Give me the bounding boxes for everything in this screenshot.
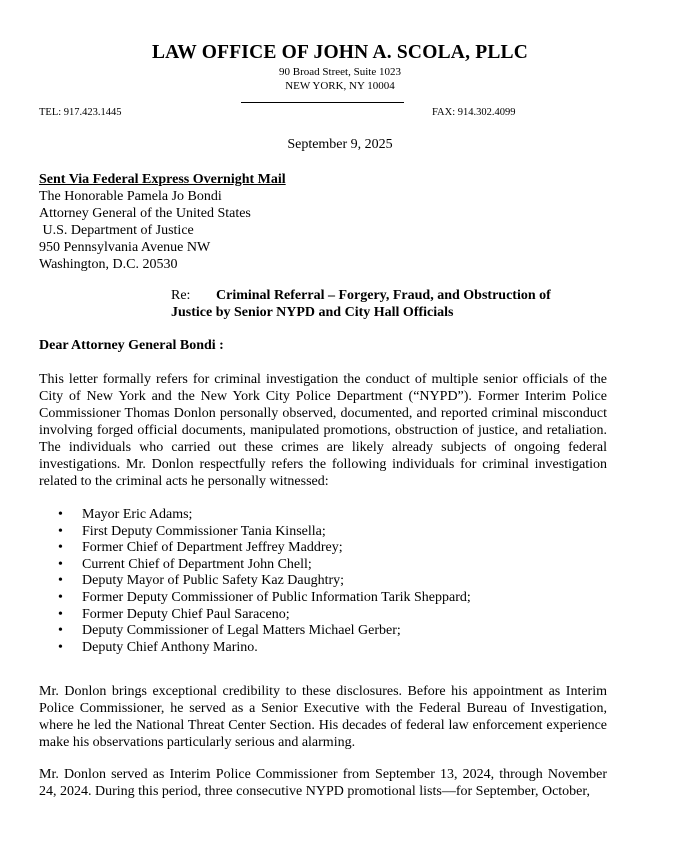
bullet: • — [58, 639, 63, 655]
salutation: Dear Attorney General Bondi : — [39, 338, 224, 353]
letter-date: September 9, 2025 — [287, 137, 393, 152]
fax-number: FAX: 914.302.4099 — [432, 107, 516, 118]
recipient-title: Attorney General of the United States — [39, 206, 251, 221]
recipient-block — [39, 171, 286, 273]
referred-individuals-list — [58, 507, 471, 656]
list-item: • Deputy Chief Anthony Marino. — [58, 639, 258, 655]
list-item: • First Deputy Commissioner Tania Kinsella; — [58, 523, 326, 539]
letterhead-divider — [241, 102, 404, 103]
list-item: • Former Deputy Chief Paul Saraceno; — [58, 606, 290, 622]
bullet: • — [58, 573, 63, 589]
bullet: • — [58, 507, 63, 522]
subject-line-2: Justice by Senior NYPD and City Hall Officials — [171, 305, 454, 320]
bullet: • — [58, 623, 63, 639]
firm-name: LAW OFFICE OF JOHN A. SCOLA, PLLC — [151, 42, 529, 63]
list-item: • Deputy Mayor of Public Safety Kaz Daughtry; — [58, 573, 345, 589]
recipient-city: Washington, D.C. 20530 — [39, 257, 178, 272]
list-item: • Deputy Commissioner of Legal Matters Michael Gerber; — [58, 623, 401, 639]
bullet: • — [58, 606, 63, 622]
bullet: • — [58, 523, 63, 539]
subject-line-1: Criminal Referral – Forgery, Fraud, and Obstruction of — [216, 288, 551, 303]
bullet: • — [58, 540, 63, 556]
list-item: • Former Chief of Department Jeffrey Maddrey; — [58, 540, 343, 556]
list-item: • Current Chief of Department John Chell; — [58, 556, 312, 572]
paragraph-tenure: Mr. Donlon served as Interim Police Commissioner from September 13, 2024, through November 24, 2024. During this period, three consecutive NYPD promotional lists—for September, October, — [39, 767, 607, 799]
paragraph-credibility: Mr. Donlon brings exceptional credibility to these disclosures. Before his appointment as Interim Police Commissioner, he served as a Senior Executive with the Federal Bureau of Investigation, where he led the National Threat Center Section. His decades of federal law enforcement experience make his observations particularly serious and alarming. — [39, 684, 607, 750]
recipient-department: U.S. Department of Justice — [39, 223, 194, 238]
delivery-method: Sent Via Federal Express Overnight Mail — [39, 172, 286, 187]
bullet: • — [58, 556, 63, 572]
list-item: • Mayor Eric Adams; — [58, 507, 193, 522]
telephone-number: TEL: 917.423.1445 — [39, 107, 122, 118]
address-line-1: 90 Broad Street, Suite 1023 — [279, 66, 401, 78]
recipient-name: The Honorable Pamela Jo Bondi — [39, 189, 222, 204]
list-item: • Former Deputy Commissioner of Public Information Tarik Sheppard; — [58, 589, 471, 605]
re-label: Re: — [171, 288, 191, 303]
recipient-street: 950 Pennsylvania Avenue NW — [39, 240, 211, 255]
paragraph-intro: This letter formally refers for criminal investigation the conduct of multiple senior officials of the City of New York and the New York City Police Department (“NYPD”). Former Interim Police Commissioner Thomas Donlon personally observed, documented, and reported criminal misconduct involving forged official documents, manipulated promotions, obstruction of justice, and retaliation. The individuals who carried out these crimes are likely already subjects of ongoing federal investigations. Mr. Donlon respectfully refers the following individuals for criminal investigation related to the criminal acts he personally witnessed: — [39, 372, 607, 489]
address-line-2: NEW YORK, NY 10004 — [285, 80, 395, 92]
bullet: • — [58, 589, 63, 605]
